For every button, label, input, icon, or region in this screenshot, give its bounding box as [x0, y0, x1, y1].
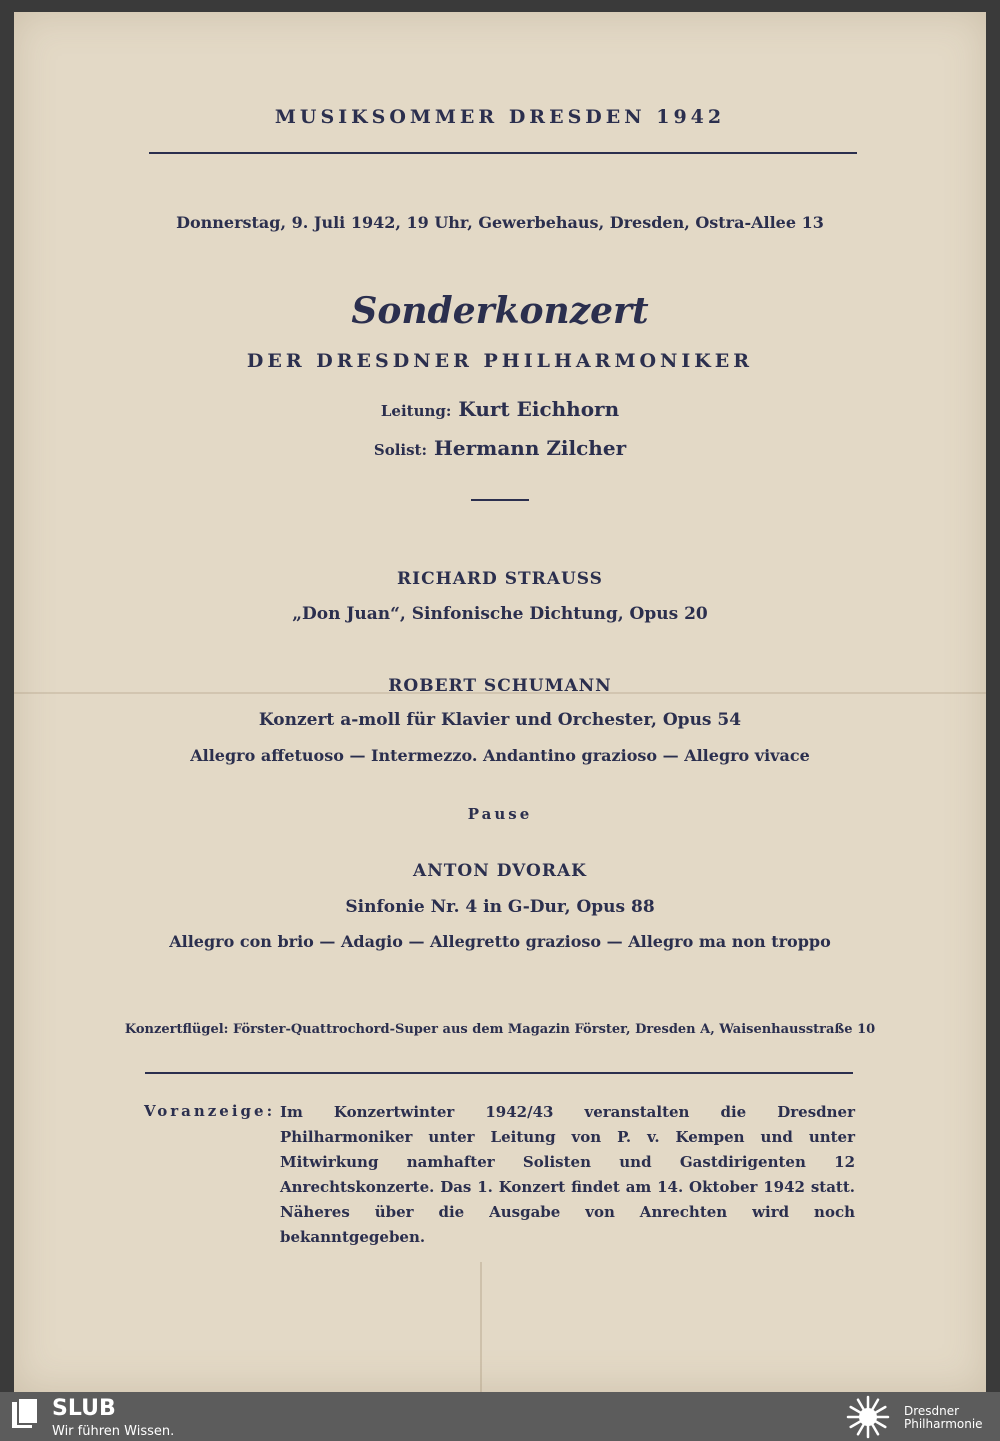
footer-bar: [0, 1392, 1000, 1441]
partner-name-line1: Dresdner: [904, 1404, 960, 1418]
book-icon: [10, 1398, 40, 1432]
announcement-text: Im Konzertwinter 1942/43 veranstalten die Dresdner Philharmoniker unter Leitung von P. v. Kempen und unter Mitwirkung namhafter Solisten und Gastdirigenten 12 Anrechtskonzerte. Das 1. Konzert findet am 14. Oktober 1942 statt. Näheres über die Ausgabe von Anrechten wird noch bekanntgegeben.: [280, 1103, 855, 1246]
sunburst-logo-icon: [843, 1394, 893, 1440]
composer-name: ROBERT SCHUMANN: [388, 676, 612, 696]
short-divider: [471, 499, 529, 501]
paper-tear: [480, 1262, 482, 1392]
header-rule: [149, 152, 857, 154]
composer-name: ANTON DVORAK: [413, 861, 587, 881]
library-name: SLUB: [52, 1396, 116, 1421]
piano-note: Konzertflügel: Förster-Quattrochord-Super aus dem Magazin Förster, Dresden A, Waisenhausstraße 10: [124, 1022, 876, 1037]
work-title: „Don Juan“, Sinfonische Dichtung, Opus 20: [292, 604, 708, 624]
library-tagline: Wir führen Wissen.: [52, 1424, 175, 1439]
festival-header: MUSIKSOMMER DRESDEN 1942: [274, 106, 726, 128]
pause-label: Pause: [467, 805, 533, 823]
event-date-line: Donnerstag, 9. Juli 1942, 19 Uhr, Gewerbehaus, Dresden, Ostra-Allee 13: [176, 213, 824, 232]
announcement-label: Voranzeige:: [144, 1102, 276, 1120]
soloist-label: Solist:: [373, 441, 428, 459]
conductor-name: Kurt Eichhorn: [458, 397, 620, 421]
footer-rule: [145, 1072, 853, 1074]
conductor-label: Leitung:: [380, 402, 452, 420]
organizer: DER DRESDNER PHILHARMONIKER: [246, 350, 754, 372]
concert-title: Sonderkonzert: [351, 290, 649, 332]
conductor-line: [14, 397, 986, 421]
work-title: Sinfonie Nr. 4 in G-Dur, Opus 88: [345, 897, 655, 917]
soloist-name: Hermann Zilcher: [434, 436, 627, 460]
program-sheet: [14, 12, 986, 1392]
work-movements: Allegro con brio — Adagio — Allegretto grazioso — Allegro ma non troppo: [169, 932, 831, 951]
work-title: Konzert a-moll für Klavier und Orchester, Opus 54: [258, 710, 742, 730]
soloist-line: [14, 436, 986, 460]
composer-name: RICHARD STRAUSS: [397, 569, 603, 589]
partner-name-line2: Philharmonie: [904, 1417, 983, 1431]
partner-name: [904, 1405, 996, 1431]
work-movements: Allegro affetuoso — Intermezzo. Andantino grazioso — Allegro vivace: [190, 746, 810, 765]
